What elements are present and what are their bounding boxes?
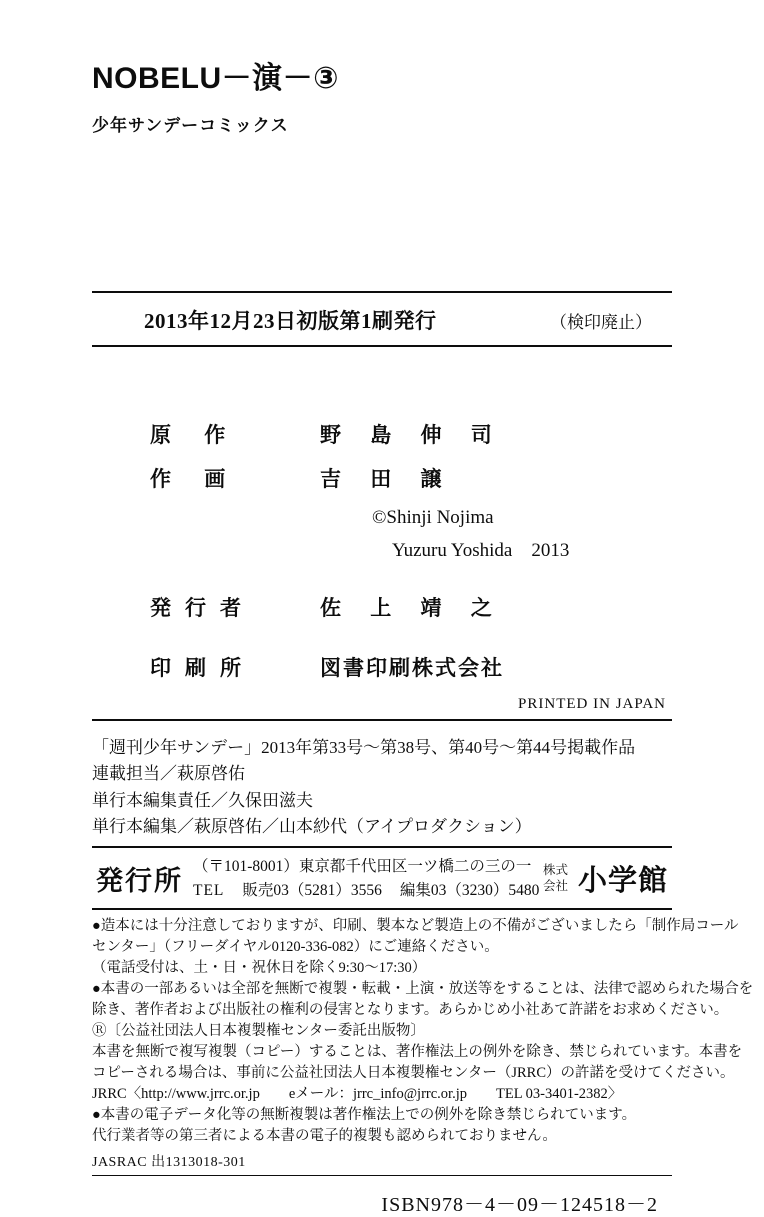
publication-date: 2013年12月23日初版第1刷発行 (144, 309, 437, 333)
notice-line: ●本書の一部あるいは全部を無断で複製・転載・上演・放送等をすることは、法律で認められた場合を (92, 980, 754, 997)
publisher-label: 発行所 (96, 866, 183, 897)
publisher-address: （〒101-8001）東京都千代田区一ツ橋二の三の一 (193, 858, 532, 876)
copyright-line-2: Yuzuru Yoshida 2013 (392, 540, 570, 561)
credit-row (92, 652, 672, 682)
staff-line: 「週刊少年サンデー」2013年第33号〜第38号、第40号〜第44号掲載作品 (92, 738, 636, 757)
credit-label-art: 作 画 (150, 467, 240, 491)
notice-line: （電話受付は、土・日・祝休日を除く9:30〜17:30） (92, 959, 427, 976)
page-title: NOBELU－演－③ (92, 62, 340, 95)
series-label: 少年サンデーコミックス (92, 116, 289, 135)
publisher-block (92, 848, 672, 908)
publication-date-row (92, 293, 672, 345)
staff-line: 単行本編集責任／久保田滋夫 (92, 790, 313, 810)
notice-line: 代行業者等の第三者による本書の電子的複製も認められておりません。 (92, 1128, 557, 1145)
notice-line: 除き、著作者および出版社の権利の侵害となります。あらかじめ小社あて許諾をお求めください。 (92, 1001, 729, 1018)
credits-block (92, 419, 672, 713)
notice-line-jrrc: JRRC〈http://www.jrrc.or.jp eメール：jrrc_info@jrrc.or.jp TEL 03-3401-2382〉 (92, 1086, 623, 1102)
staff-line: 単行本編集／萩原啓佑／山本紗代（アイプロダクション） (92, 817, 532, 837)
notices-block (92, 910, 754, 1171)
notice-line: コピーされる場合は、事前に公益社団法人日本複製権センター（JRRC）の許諾を受けてください。 (92, 1064, 735, 1081)
notice-line: センター」（フリーダイヤル0120-336-082）にご連絡ください。 (92, 938, 499, 955)
title-block (92, 0, 672, 136)
credit-value-publisher-person: 佐 上 靖 之 (320, 596, 504, 620)
staff-block (92, 727, 672, 840)
jasrac-number: JASRAC 出1313018-301 (92, 1155, 246, 1171)
credit-label-original: 原 作 (150, 423, 240, 447)
credit-row (92, 419, 672, 449)
notice-line: ●造本には十分注意しておりますが、印刷、製本など製造上の不備がございましたら「制作局コール (92, 917, 739, 934)
isbn-number: ISBN978－4－09－124518－2 (381, 1194, 658, 1217)
publisher-corp-prefix (543, 863, 568, 894)
publisher-name: 小学館 (577, 865, 668, 898)
copyright-line-1: ©Shinji Nojima (372, 507, 494, 528)
notice-line: 本書を無断で複写複製（コピー）することは、著作権法上の例外を除き、禁じられています。本書を (92, 1043, 743, 1060)
credit-label-printer: 印刷所 (150, 656, 255, 680)
publisher-tel-sales: 販売03（5281）3556 (242, 881, 382, 899)
staff-line: 連載担当／萩原啓佑 (92, 764, 245, 784)
divider-above-staff (92, 719, 672, 721)
credit-row (92, 463, 672, 493)
credit-row (92, 592, 672, 622)
publisher-address-block (193, 855, 539, 902)
publisher-tel-editorial: 編集03（3230）5480 (399, 881, 540, 899)
publisher-tel-label: TEL (193, 881, 225, 899)
notice-line: Ⓡ〔公益社団法人日本複製権センター委託出版物〕 (92, 1022, 425, 1039)
credit-value-original: 野 島 伸 司 (320, 423, 504, 447)
credit-label-publisher-person: 発行者 (150, 596, 255, 620)
credit-value-art: 吉 田 譲 (320, 467, 454, 491)
seal-note: （検印廃止） (550, 313, 652, 332)
corp-line-1: 株式 (542, 863, 568, 877)
credit-value-printer: 図書印刷株式会社 (320, 656, 504, 680)
notice-line: ●本書の電子データ化等の無断複製は著作権法上での例外を除き禁じられています。 (92, 1107, 637, 1124)
printed-in-japan: PRINTED IN JAPAN (518, 696, 666, 712)
divider-under-date (92, 345, 672, 347)
corp-line-2: 会社 (542, 878, 568, 893)
